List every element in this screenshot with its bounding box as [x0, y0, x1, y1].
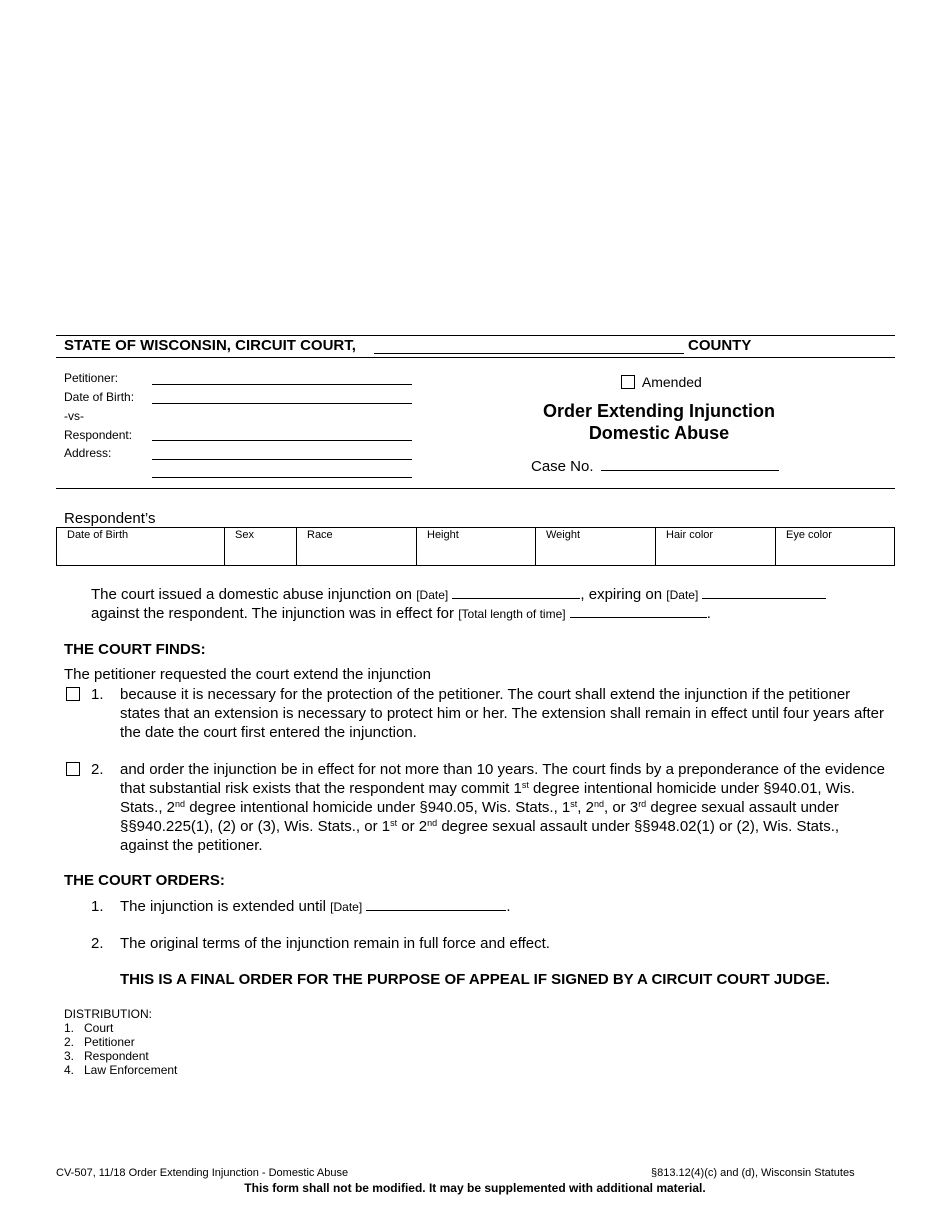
issued-date-field[interactable] — [452, 587, 580, 599]
petitioner-dob-field[interactable] — [152, 403, 412, 404]
petitioner-field[interactable] — [152, 384, 412, 385]
orders-item1-number: 1. — [91, 898, 104, 915]
finds-lead: The petitioner requested the court extend the injunction — [64, 666, 431, 683]
bracket-date: [Date] — [666, 588, 699, 602]
col-label: Weight — [546, 529, 581, 541]
length-of-time-field[interactable] — [570, 606, 707, 618]
county-name-field[interactable] — [374, 353, 684, 354]
case-no-field[interactable] — [601, 459, 779, 471]
num: 2. — [64, 1035, 75, 1049]
address-field-line1[interactable] — [152, 459, 412, 460]
orders-item2-text: The original terms of the injunction remain in full force and effect. — [120, 935, 550, 952]
expiring-date-field[interactable] — [702, 587, 826, 599]
caption-bottom-rule — [56, 488, 895, 489]
petitioner-dob-label: Date of Birth: — [64, 390, 135, 404]
col-label: Sex — [235, 529, 254, 541]
text: degree sexual assault under §§948.02(1) or (2), Wis. Stats., against the petitioner. — [120, 818, 840, 854]
label: Petitioner — [84, 1035, 135, 1049]
col-label: Hair color — [666, 529, 714, 541]
text: , 2 — [577, 799, 594, 816]
col-height[interactable] — [417, 528, 536, 566]
respondent-heading: Respondent’s — [64, 510, 156, 527]
col-label: Date of Birth — [67, 529, 129, 541]
text: degree intentional homicide under §940.01, Wis. Stats., 2 — [120, 780, 855, 816]
col-date-of-birth[interactable] — [57, 528, 225, 566]
col-label: Race — [307, 529, 333, 541]
distribution-item — [64, 1063, 177, 1077]
finds-item2-checkbox[interactable] — [66, 762, 80, 776]
sup: st — [521, 780, 529, 790]
intro-line2 — [91, 604, 711, 624]
final-order-notice: THIS IS A FINAL ORDER FOR THE PURPOSE OF APPEAL IF SIGNED BY A CIRCUIT COURT JUDGE. — [120, 971, 830, 988]
text: degree sexual assault under §§940.225(1), (2) or (3), Wis. Stats., or 1 — [120, 799, 839, 835]
title-line1: Order Extending Injunction — [542, 401, 775, 421]
bracket-length: [Total length of time] — [458, 607, 566, 621]
label: Court — [84, 1021, 114, 1035]
respondent-label: Respondent: — [64, 428, 133, 442]
text: , or 3 — [604, 799, 639, 816]
footer-notice: This form shall not be modified. It may be supplemented with additional material. — [244, 1181, 706, 1195]
title-line2: Domestic Abuse — [588, 423, 730, 443]
text: The injunction is extended until — [120, 898, 326, 915]
caption-mid-rule — [56, 357, 895, 358]
text: and order the injunction be in effect for not more than 10 years. The court finds by a preponderance of the evidence that substantial risk exists that the respondent may commit 1 — [120, 761, 885, 797]
sup: rd — [638, 799, 647, 809]
sup: st — [390, 818, 398, 828]
sup: nd — [593, 799, 604, 809]
distribution-item — [64, 1021, 177, 1035]
extended-until-field[interactable] — [366, 899, 506, 911]
amended-label: Amended — [641, 374, 702, 390]
text: . — [506, 898, 511, 915]
finds-item1-text: because it is necessary for the protection of the petitioner. The court shall extend the injunction if the petitioner states that an extension is necessary to protect him or her. The extension shall remain in effect until four years after the date the court first entered the injunction. — [120, 686, 885, 741]
petitioner-label: Petitioner: — [64, 371, 119, 385]
label: Law Enforcement — [84, 1063, 178, 1077]
court-orders-heading: THE COURT ORDERS: — [64, 872, 225, 889]
respondent-table — [56, 527, 895, 566]
intro-text: . — [706, 605, 711, 622]
intro-text: The court issued a domestic abuse injunction on — [91, 586, 413, 603]
intro-text: , expiring on — [580, 586, 663, 603]
col-race[interactable] — [297, 528, 417, 566]
num: 3. — [64, 1049, 75, 1063]
sup: nd — [175, 799, 186, 809]
finds-item2-text — [120, 760, 888, 855]
versus-label: -vs- — [64, 409, 84, 423]
bracket-date: [Date] — [416, 588, 449, 602]
col-sex[interactable] — [225, 528, 297, 566]
bracket-date: [Date] — [330, 900, 363, 914]
footer-statute: §813.12(4)(c) and (d), Wisconsin Statutes — [651, 1167, 855, 1179]
distribution-item — [64, 1035, 177, 1049]
court-name: STATE OF WISCONSIN, CIRCUIT COURT, — [64, 337, 356, 354]
case-no-label: Case No. — [531, 458, 594, 475]
finds-item1-number: 1. — [91, 686, 104, 703]
distribution-item — [64, 1049, 177, 1063]
address-label: Address: — [64, 446, 112, 460]
orders-item1 — [120, 897, 511, 917]
intro-text: against the respondent. The injunction was in effect for — [91, 605, 455, 622]
document-title — [480, 400, 838, 444]
label: Respondent — [84, 1049, 149, 1063]
caption-top-rule — [56, 335, 895, 336]
col-label: Height — [427, 529, 459, 541]
num: 1. — [64, 1021, 75, 1035]
amended-checkbox[interactable] — [621, 375, 635, 389]
sup: st — [570, 799, 578, 809]
case-number — [531, 458, 779, 475]
col-eye-color[interactable] — [776, 528, 894, 566]
col-hair-color[interactable] — [656, 528, 776, 566]
sup: nd — [427, 818, 438, 828]
orders-item2-number: 2. — [91, 935, 104, 952]
distribution-list — [64, 1007, 177, 1077]
col-weight[interactable] — [536, 528, 656, 566]
respondent-field[interactable] — [152, 440, 412, 441]
footer-form-id: CV-507, 11/18 Order Extending Injunction - Domestic Abuse — [56, 1167, 349, 1179]
address-field-line2[interactable] — [152, 477, 412, 478]
court-finds-heading: THE COURT FINDS: — [64, 641, 206, 658]
finds-item2-number: 2. — [91, 761, 104, 778]
intro-line1 — [91, 585, 826, 605]
text: degree intentional homicide under §940.05, Wis. Stats., 1 — [185, 799, 571, 816]
amended-option[interactable] — [621, 374, 702, 390]
county-label: COUNTY — [688, 337, 752, 354]
col-label: Eye color — [786, 529, 832, 541]
finds-item1-checkbox[interactable] — [66, 687, 80, 701]
distribution-heading: DISTRIBUTION: — [64, 1007, 153, 1021]
text: or 2 — [397, 818, 428, 835]
num: 4. — [64, 1063, 75, 1077]
